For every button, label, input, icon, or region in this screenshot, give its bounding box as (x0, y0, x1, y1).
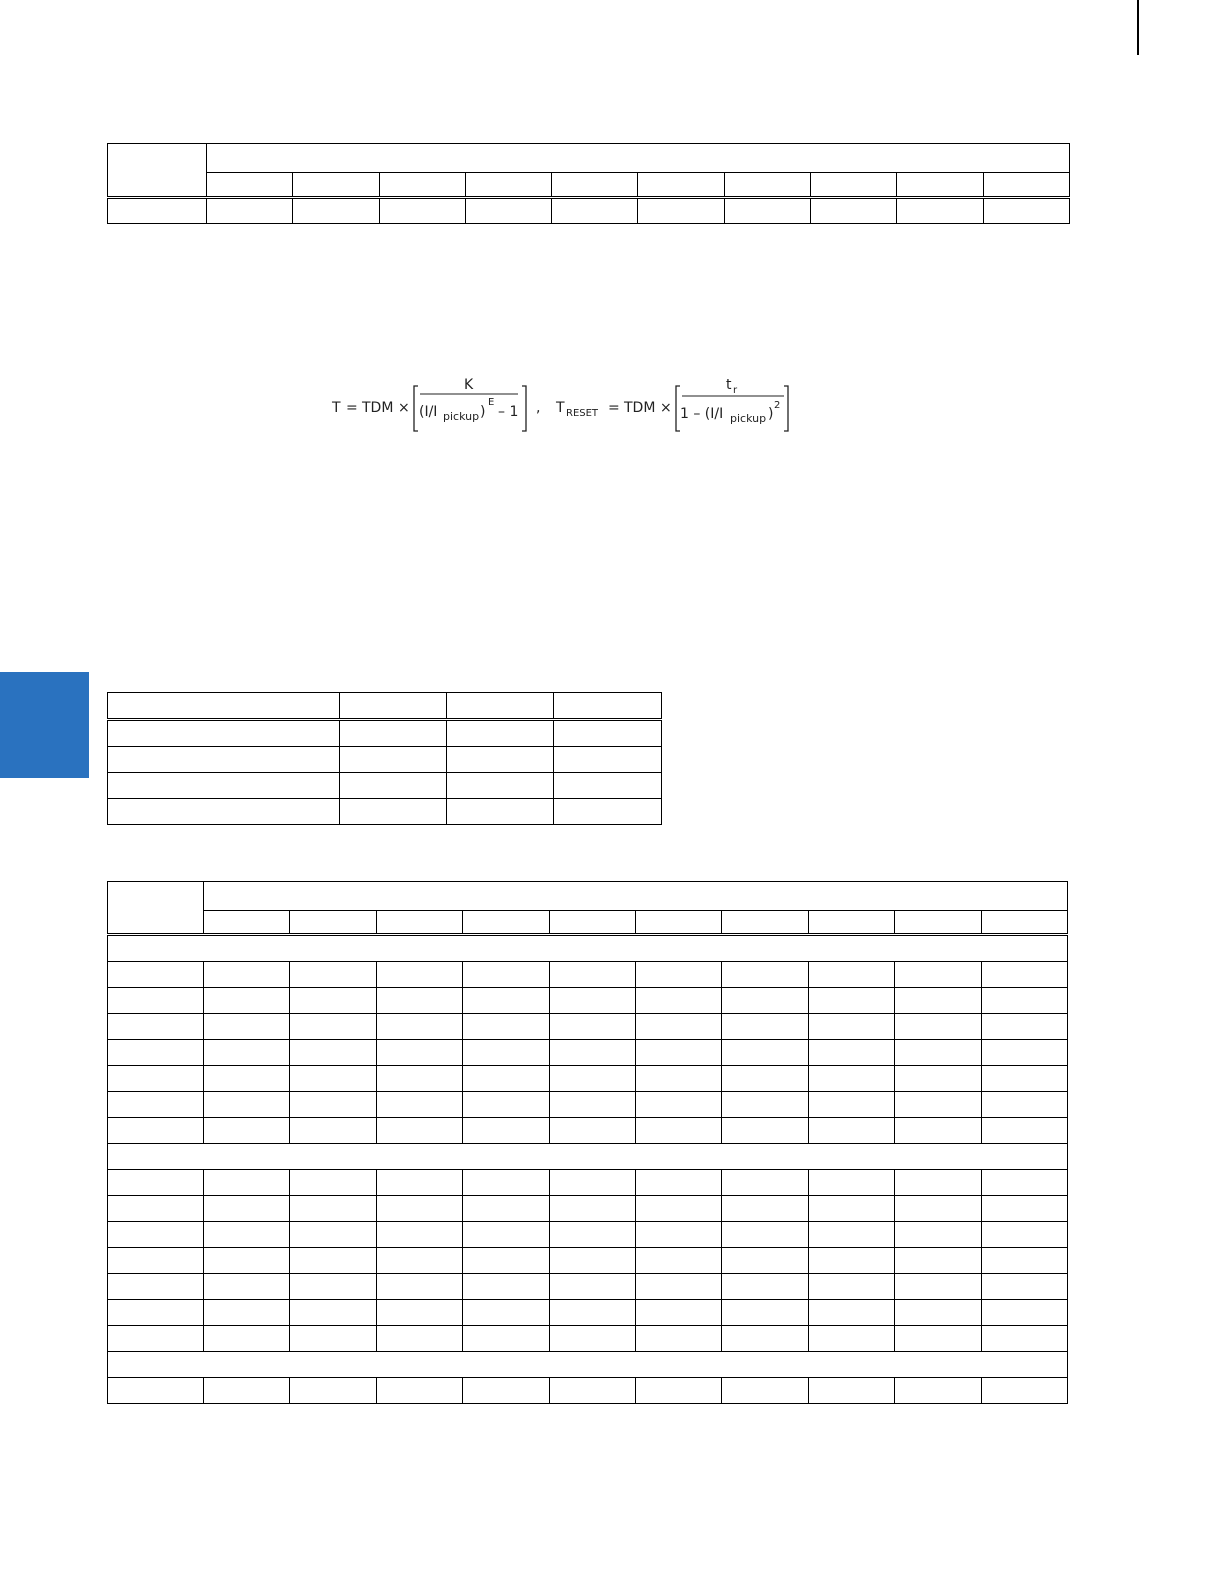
table-cell (981, 1378, 1067, 1404)
header-cell (635, 911, 721, 935)
table-cell (447, 720, 554, 747)
table-section-row (108, 935, 1068, 962)
table-cell (204, 1300, 290, 1326)
table-cell (108, 1118, 204, 1144)
table-cell (895, 1274, 981, 1300)
table-cell (376, 1378, 462, 1404)
header-cell (340, 693, 447, 720)
table-cell (895, 1326, 981, 1352)
table-row (108, 962, 1068, 988)
table-cell (290, 1014, 376, 1040)
table-row (108, 1066, 1068, 1092)
table-cell (549, 1040, 635, 1066)
table-cell (549, 1014, 635, 1040)
table-row (108, 1222, 1068, 1248)
section-cell (108, 1144, 1068, 1170)
table-cell (722, 1196, 808, 1222)
table-cell (204, 1378, 290, 1404)
reset-numerator: t (726, 377, 732, 393)
table-cell (808, 1014, 894, 1040)
table-cell (981, 1274, 1067, 1300)
table-cell (635, 988, 721, 1014)
reset-denom-close: ) (768, 406, 774, 422)
reset-denom-sub: pickup (730, 412, 767, 425)
table-cell (808, 1222, 894, 1248)
table-row (108, 1378, 1068, 1404)
header-cell (108, 882, 204, 935)
table-cell (722, 1014, 808, 1040)
table-cell (290, 1248, 376, 1274)
table-cell (808, 1300, 894, 1326)
table-cell (376, 1222, 462, 1248)
table-cell (981, 1170, 1067, 1196)
header-cell (207, 144, 1070, 173)
table-cell (724, 198, 810, 224)
table-cell (549, 1326, 635, 1352)
table-cell (549, 1092, 635, 1118)
table-cell (895, 1248, 981, 1274)
table-cell (635, 962, 721, 988)
header-cell (638, 173, 724, 198)
table-cell (554, 773, 662, 799)
table-cell (895, 988, 981, 1014)
table-cell (722, 1326, 808, 1352)
table-cell (635, 1326, 721, 1352)
header-cell (204, 882, 1068, 911)
table-cell (981, 962, 1067, 988)
header-cell (447, 693, 554, 720)
table-row (108, 1274, 1068, 1300)
table-cell (290, 1326, 376, 1352)
formula-lhs: T (332, 400, 341, 416)
table-cell (722, 962, 808, 988)
table-cell (204, 1274, 290, 1300)
table-cell (376, 1326, 462, 1352)
table-cell (549, 1300, 635, 1326)
table-cell (290, 1170, 376, 1196)
table-cell (108, 1196, 204, 1222)
table-cell (895, 1118, 981, 1144)
header-cell (108, 693, 340, 720)
header-cell (463, 911, 549, 935)
table-cell (108, 773, 340, 799)
header-cell (808, 911, 894, 935)
table-cell (108, 1378, 204, 1404)
table-cell (549, 1378, 635, 1404)
table-cell (108, 988, 204, 1014)
table-cell (554, 799, 662, 825)
table-cell (463, 1378, 549, 1404)
header-cell (895, 911, 981, 935)
table-cell (808, 1066, 894, 1092)
table-cell (895, 1066, 981, 1092)
reset-numerator-sub: r (733, 385, 738, 396)
header-cell (108, 144, 207, 198)
table-cell (463, 1222, 549, 1248)
table-cell (808, 1040, 894, 1066)
header-cell (983, 173, 1069, 198)
table-cell (290, 1040, 376, 1066)
table-cell (340, 747, 447, 773)
table-cell (981, 1248, 1067, 1274)
table-cell (108, 1092, 204, 1118)
table-row (108, 1040, 1068, 1066)
section-cell (108, 935, 1068, 962)
table-cell (635, 1014, 721, 1040)
table-cell (204, 1222, 290, 1248)
table-row (108, 1300, 1068, 1326)
left-bracket-icon (414, 386, 418, 431)
bottom-table (107, 881, 1068, 1404)
table-cell (811, 198, 897, 224)
table-cell (722, 1040, 808, 1066)
reset-times: × (660, 400, 672, 416)
table-cell (340, 799, 447, 825)
header-cell (204, 911, 290, 935)
table-cell (207, 198, 293, 224)
chapter-side-tab (0, 672, 89, 778)
table-cell (204, 988, 290, 1014)
table-cell (463, 1092, 549, 1118)
table-cell (981, 1326, 1067, 1352)
table-cell (463, 1300, 549, 1326)
table-cell (635, 1248, 721, 1274)
table-section-row (108, 1144, 1068, 1170)
formula-comma: , (536, 400, 541, 416)
reset-denom: 1 – (I/I (680, 406, 724, 422)
table-cell (722, 1118, 808, 1144)
table-cell (635, 1196, 721, 1222)
table-cell (290, 1196, 376, 1222)
table-cell (463, 1066, 549, 1092)
table-cell (463, 1170, 549, 1196)
table-cell (981, 1222, 1067, 1248)
table-cell (808, 1248, 894, 1274)
table-cell (722, 1222, 808, 1248)
table-cell (108, 962, 204, 988)
table-cell (290, 1066, 376, 1092)
table-row (108, 1170, 1068, 1196)
table-cell (722, 1378, 808, 1404)
table-cell (722, 1248, 808, 1274)
table-row (108, 1092, 1068, 1118)
table-cell (376, 1014, 462, 1040)
table-cell (722, 1092, 808, 1118)
table-cell (635, 1274, 721, 1300)
table-cell (549, 1118, 635, 1144)
header-cell (207, 173, 293, 198)
table-cell (108, 799, 340, 825)
table-cell (290, 988, 376, 1014)
table-cell (108, 1222, 204, 1248)
reset-tdm: TDM (624, 400, 656, 416)
table-cell (981, 988, 1067, 1014)
table-cell (635, 1222, 721, 1248)
table-row (108, 1248, 1068, 1274)
table-cell (895, 1222, 981, 1248)
table-cell (290, 1118, 376, 1144)
table-cell (290, 1222, 376, 1248)
table-row (108, 1014, 1068, 1040)
top-table (107, 143, 1070, 224)
table-cell (204, 1326, 290, 1352)
table-cell (376, 1300, 462, 1326)
formula-minus-one: – 1 (498, 404, 519, 420)
table-cell (108, 1014, 204, 1040)
table-cell (895, 1300, 981, 1326)
table-cell (463, 1248, 549, 1274)
table-cell (376, 962, 462, 988)
section-cell (108, 1352, 1068, 1378)
table-cell (376, 1092, 462, 1118)
table-cell (465, 198, 551, 224)
header-cell (379, 173, 465, 198)
table-cell (808, 1378, 894, 1404)
table-cell (808, 962, 894, 988)
table-cell (376, 1274, 462, 1300)
table-cell (204, 962, 290, 988)
table-row (108, 1196, 1068, 1222)
table-cell (204, 1092, 290, 1118)
table-cell (376, 1066, 462, 1092)
table-cell (808, 1118, 894, 1144)
table-cell (293, 198, 379, 224)
table-cell (463, 1118, 549, 1144)
reset-exponent: 2 (774, 400, 781, 411)
table-cell (554, 747, 662, 773)
table-cell (549, 1222, 635, 1248)
header-cell (552, 173, 638, 198)
reset-right-bracket-icon (784, 386, 788, 431)
table-cell (895, 1196, 981, 1222)
header-cell (549, 911, 635, 935)
formula-denom-close: ) (480, 404, 486, 420)
table-cell (895, 1378, 981, 1404)
table-cell (447, 747, 554, 773)
table-cell (108, 1066, 204, 1092)
table-cell (554, 720, 662, 747)
table-cell (376, 1196, 462, 1222)
table-cell (204, 1118, 290, 1144)
table-cell (635, 1040, 721, 1066)
table-cell (981, 1196, 1067, 1222)
table-cell (981, 1014, 1067, 1040)
table-cell (981, 1300, 1067, 1326)
formula-denom-sub: pickup (443, 410, 480, 423)
table-cell (376, 1118, 462, 1144)
table-cell (808, 1274, 894, 1300)
formula-equals: = (346, 400, 358, 416)
table-cell (981, 1118, 1067, 1144)
header-cell (554, 693, 662, 720)
table-cell (108, 1170, 204, 1196)
table-cell (204, 1066, 290, 1092)
table-cell (108, 720, 340, 747)
table-cell (290, 1378, 376, 1404)
formula-tdm: TDM (362, 400, 394, 416)
table-cell (376, 1170, 462, 1196)
table-cell (808, 1092, 894, 1118)
table-cell (895, 962, 981, 988)
reset-lhs: T (556, 400, 565, 416)
table-section-row (108, 1352, 1068, 1378)
table-cell (463, 1326, 549, 1352)
table-cell (981, 1066, 1067, 1092)
table-cell (549, 1170, 635, 1196)
reset-equals: = (608, 400, 620, 416)
reset-sub: RESET (566, 408, 599, 419)
table-cell (463, 1196, 549, 1222)
header-cell (293, 173, 379, 198)
table-cell (722, 1274, 808, 1300)
table-cell (108, 1040, 204, 1066)
table-cell (549, 1274, 635, 1300)
header-cell (722, 911, 808, 935)
table-cell (638, 198, 724, 224)
table-cell (463, 988, 549, 1014)
table-cell (895, 1092, 981, 1118)
table-cell (895, 1014, 981, 1040)
table-cell (204, 1196, 290, 1222)
table-cell (463, 962, 549, 988)
table-cell (981, 1040, 1067, 1066)
table-cell (981, 1092, 1067, 1118)
header-cell (376, 911, 462, 935)
table-cell (379, 198, 465, 224)
table-cell (204, 1170, 290, 1196)
table-cell (549, 1196, 635, 1222)
right-bracket-icon (522, 386, 526, 431)
table-cell (463, 1014, 549, 1040)
table-cell (549, 1248, 635, 1274)
formula-numerator: K (464, 377, 474, 393)
formula-exponent: E (488, 397, 495, 408)
table-cell (290, 1300, 376, 1326)
table-cell (552, 198, 638, 224)
table-cell (808, 1196, 894, 1222)
table-cell (635, 1170, 721, 1196)
timing-formula (330, 372, 800, 438)
middle-table (107, 692, 662, 825)
table-cell (549, 1066, 635, 1092)
table-cell (108, 1326, 204, 1352)
table-cell (463, 1040, 549, 1066)
table-cell (722, 1300, 808, 1326)
table-cell (983, 198, 1069, 224)
header-cell (724, 173, 810, 198)
formula-denom: (I/I (419, 404, 438, 420)
header-cell (897, 173, 983, 198)
table-cell (376, 988, 462, 1014)
table-cell (808, 988, 894, 1014)
table-cell (340, 773, 447, 799)
table-cell (447, 773, 554, 799)
table-cell (340, 720, 447, 747)
table-cell (376, 1248, 462, 1274)
table-cell (897, 198, 983, 224)
table-cell (808, 1326, 894, 1352)
formula-times: × (398, 400, 410, 416)
header-cell (290, 911, 376, 935)
table-cell (376, 1040, 462, 1066)
table-cell (204, 1040, 290, 1066)
table-cell (722, 1066, 808, 1092)
header-cell (465, 173, 551, 198)
table-cell (204, 1014, 290, 1040)
table-row (108, 988, 1068, 1014)
table-cell (635, 1118, 721, 1144)
table-row (108, 1118, 1068, 1144)
header-cell (981, 911, 1067, 935)
table-cell (108, 1300, 204, 1326)
table-cell (290, 1092, 376, 1118)
table-cell (290, 1274, 376, 1300)
table-cell (108, 1248, 204, 1274)
table-cell (549, 962, 635, 988)
header-cell (811, 173, 897, 198)
table-cell (447, 799, 554, 825)
table-cell (722, 988, 808, 1014)
table-row (108, 1326, 1068, 1352)
table-cell (895, 1170, 981, 1196)
table-cell (549, 988, 635, 1014)
table-cell (635, 1300, 721, 1326)
table-cell (290, 962, 376, 988)
table-cell (895, 1040, 981, 1066)
table-cell (108, 1274, 204, 1300)
table-cell (108, 198, 207, 224)
table-cell (108, 747, 340, 773)
table-cell (808, 1170, 894, 1196)
table-cell (635, 1066, 721, 1092)
page-edge-rule (1137, 0, 1139, 55)
table-cell (204, 1248, 290, 1274)
table-cell (463, 1274, 549, 1300)
table-cell (635, 1378, 721, 1404)
table-cell (722, 1170, 808, 1196)
table-cell (635, 1092, 721, 1118)
